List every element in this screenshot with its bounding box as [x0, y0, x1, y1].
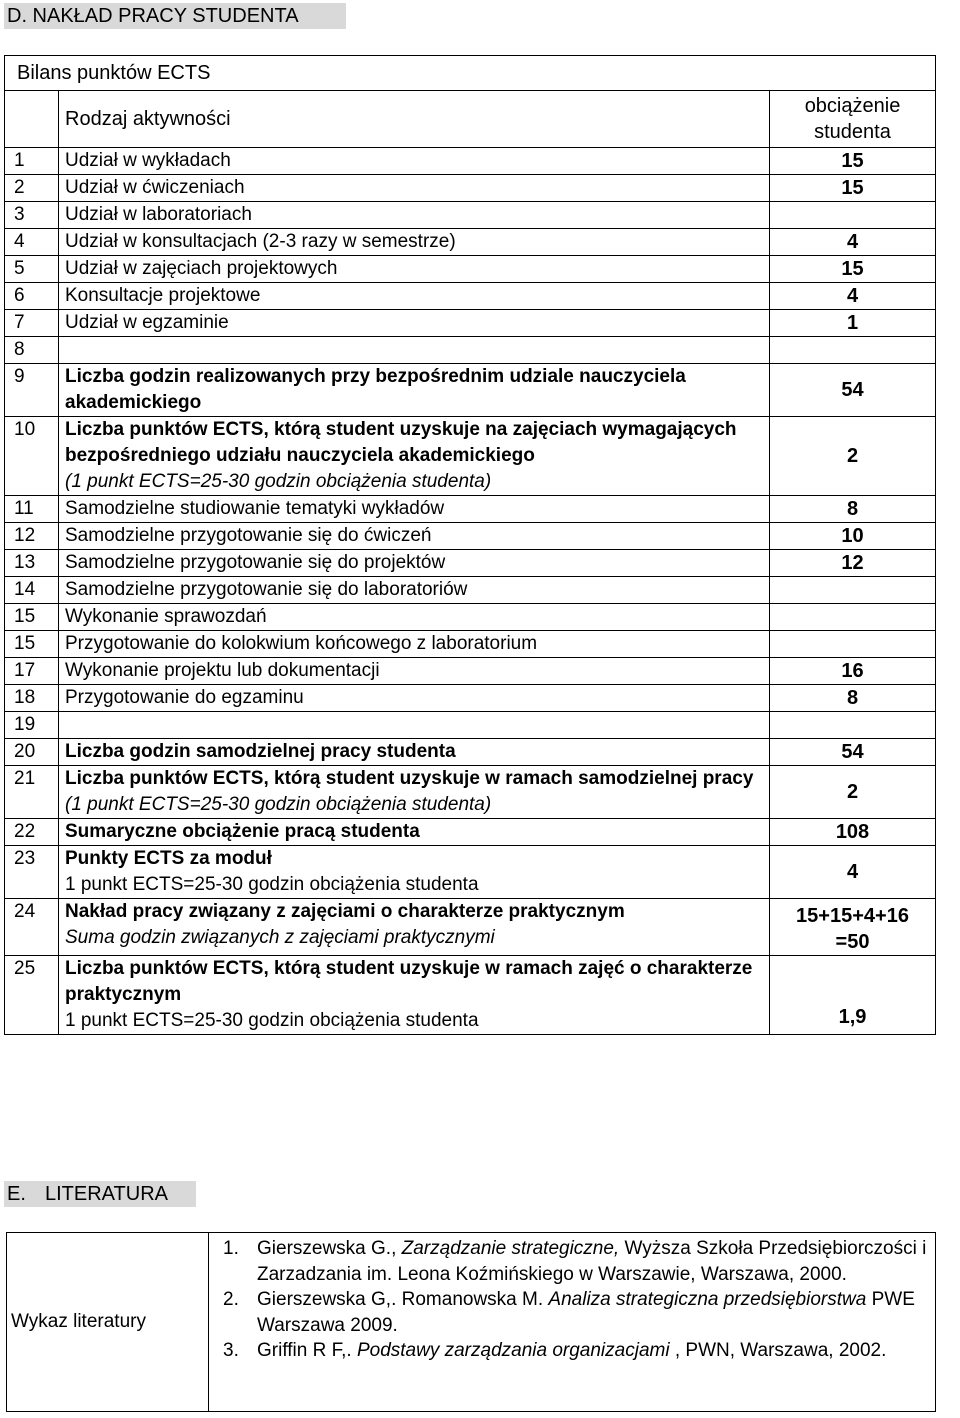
activity-text: Samodzielne przygotowanie się do laboratoriów	[65, 579, 468, 600]
row-value: 15	[770, 148, 936, 175]
activity-text: Nakład pracy związany z zajęciami o charakterze praktycznym	[65, 901, 625, 922]
row-number: 14	[5, 577, 59, 604]
activity-text: Liczba punktów ECTS, którą student uzyskuje w ramach samodzielnej pracy	[65, 768, 754, 789]
row-activity	[59, 956, 770, 1035]
row-activity	[59, 417, 770, 496]
table-row	[5, 846, 936, 899]
row-activity	[59, 766, 770, 819]
literature-author: Gierszewska G,. Romanowska M.	[257, 1289, 549, 1310]
table-row	[5, 310, 936, 337]
row-value: 108	[770, 819, 936, 846]
table-row	[5, 417, 936, 496]
table-row	[5, 256, 936, 283]
row-value: 15+15+4+16 =50	[770, 899, 936, 956]
row-value: 1,9	[770, 956, 936, 1035]
table-row	[5, 658, 936, 685]
activity-text: Samodzielne studiowanie tematyki wykładów	[65, 498, 445, 519]
table-row	[5, 496, 936, 523]
row-value: 4	[770, 846, 936, 899]
table-row	[5, 229, 936, 256]
row-value: 2	[770, 417, 936, 496]
row-activity	[59, 658, 770, 685]
row-value	[770, 577, 936, 604]
row-number: 19	[5, 712, 59, 739]
row-activity	[59, 283, 770, 310]
row-activity	[59, 550, 770, 577]
row-number: 21	[5, 766, 59, 819]
row-number: 5	[5, 256, 59, 283]
literature-item	[223, 1236, 929, 1287]
activity-text: Liczba punktów ECTS, którą student uzyskuje w ramach zajęć o charakterze praktycznym	[65, 958, 753, 1005]
table-row	[5, 631, 936, 658]
row-activity	[59, 819, 770, 846]
row-value: 4	[770, 283, 936, 310]
row-number: 17	[5, 658, 59, 685]
literature-details: , PWN, Warszawa, 2002.	[669, 1340, 887, 1361]
table-row	[5, 550, 936, 577]
table-row	[5, 712, 936, 739]
row-value	[770, 337, 936, 364]
section-d-title: D. NAKŁAD PRACY STUDENTA	[7, 5, 299, 27]
row-value: 15	[770, 175, 936, 202]
literature-title: Zarządzanie strategiczne,	[401, 1238, 620, 1259]
row-activity	[59, 712, 770, 739]
row-activity	[59, 685, 770, 712]
row-activity	[59, 310, 770, 337]
row-number: 11	[5, 496, 59, 523]
row-value: 8	[770, 496, 936, 523]
literature-title: Analiza strategiczna przedsiębiorstwa	[548, 1289, 867, 1310]
row-activity	[59, 604, 770, 631]
table-row	[5, 685, 936, 712]
table-row	[5, 364, 936, 417]
row-value	[770, 631, 936, 658]
row-number: 15	[5, 604, 59, 631]
table-row	[5, 175, 936, 202]
literature-label: Wykaz literatury	[7, 1233, 209, 1412]
activity-text: Samodzielne przygotowanie się do ćwiczeń	[65, 525, 432, 546]
row-number: 12	[5, 523, 59, 550]
activity-text: Udział w ćwiczeniach	[65, 177, 245, 198]
literature-author: Gierszewska G.,	[257, 1238, 402, 1259]
row-activity	[59, 364, 770, 417]
literature-list	[223, 1236, 929, 1364]
table-row	[5, 577, 936, 604]
table-row	[5, 956, 936, 1035]
table-row	[5, 148, 936, 175]
literature-item	[223, 1338, 929, 1364]
row-number: 1	[5, 148, 59, 175]
row-number: 10	[5, 417, 59, 496]
activity-text: Konsultacje projektowe	[65, 285, 261, 306]
row-value: 4	[770, 229, 936, 256]
row-number: 15	[5, 631, 59, 658]
activity-text: Liczba godzin realizowanych przy bezpośrednim udziale nauczyciela akademickiego	[65, 366, 686, 413]
row-activity	[59, 523, 770, 550]
table-row	[5, 523, 936, 550]
activity-note: 1 punkt ECTS=25-30 godzin obciążenia studenta	[65, 874, 479, 895]
row-value: 15	[770, 256, 936, 283]
activity-text: Udział w wykładach	[65, 150, 231, 171]
row-activity	[59, 256, 770, 283]
activity-text: Przygotowanie do kolokwium końcowego z laboratorium	[65, 633, 538, 654]
row-number: 25	[5, 956, 59, 1035]
row-activity	[59, 846, 770, 899]
table-row	[5, 604, 936, 631]
activity-text: Udział w egzaminie	[65, 312, 229, 333]
table-row	[5, 819, 936, 846]
row-number: 4	[5, 229, 59, 256]
activity-note: 1 punkt ECTS=25-30 godzin obciążenia studenta	[65, 1010, 479, 1031]
row-activity	[59, 631, 770, 658]
section-e-heading	[4, 1181, 196, 1207]
row-number: 24	[5, 899, 59, 956]
section-e-number: E.	[7, 1183, 26, 1205]
table-row	[5, 337, 936, 364]
row-activity	[59, 229, 770, 256]
activity-text: Przygotowanie do egzaminu	[65, 687, 304, 708]
header-activity: Rodzaj aktywności	[59, 91, 770, 148]
literature-item-number: 3.	[223, 1340, 239, 1361]
table-row	[5, 899, 936, 956]
row-value: 8	[770, 685, 936, 712]
row-activity	[59, 899, 770, 956]
row-activity	[59, 496, 770, 523]
row-value: 54	[770, 364, 936, 417]
table-row	[5, 766, 936, 819]
table-row	[5, 739, 936, 766]
literature-details: Wyższa Szkoła Przedsiębiorczości i Zarzadzania im. Leona Koźmińskiego w Warszawie, Warszawa, 2000.	[257, 1238, 927, 1285]
row-value	[770, 202, 936, 229]
row-value	[770, 712, 936, 739]
literature-list-cell	[209, 1233, 936, 1412]
activity-text: Wykonanie sprawozdań	[65, 606, 267, 627]
row-activity	[59, 577, 770, 604]
table-title: Bilans punktów ECTS	[5, 56, 936, 91]
row-value	[770, 604, 936, 631]
row-number: 13	[5, 550, 59, 577]
row-activity	[59, 337, 770, 364]
row-value: 12	[770, 550, 936, 577]
literature-author: Griffin R F,.	[257, 1340, 357, 1361]
row-number: 7	[5, 310, 59, 337]
row-number: 23	[5, 846, 59, 899]
literature-item-number: 2.	[223, 1289, 239, 1310]
row-activity	[59, 202, 770, 229]
row-activity	[59, 739, 770, 766]
table-header-row	[5, 91, 936, 148]
activity-text: Udział w konsultacjach (2-3 razy w semestrze)	[65, 231, 456, 252]
table-row	[5, 283, 936, 310]
section-d-heading	[4, 3, 346, 29]
row-number: 20	[5, 739, 59, 766]
table-row	[5, 202, 936, 229]
row-number: 22	[5, 819, 59, 846]
section-e-title: LITERATURA	[45, 1183, 168, 1205]
row-number: 3	[5, 202, 59, 229]
literature-item-number: 1.	[223, 1238, 239, 1259]
activity-note: (1 punkt ECTS=25-30 godzin obciążenia studenta)	[65, 794, 492, 815]
row-value: 54	[770, 739, 936, 766]
row-activity	[59, 175, 770, 202]
activity-note: (1 punkt ECTS=25-30 godzin obciążenia studenta)	[65, 471, 492, 492]
row-value: 2	[770, 766, 936, 819]
header-load: obciążenie studenta	[770, 91, 936, 148]
activity-text: Punkty ECTS za moduł	[65, 848, 272, 869]
activity-text: Sumaryczne obciążenie pracą studenta	[65, 821, 420, 842]
literature-item	[223, 1287, 929, 1338]
literature-table	[6, 1232, 936, 1412]
activity-text: Wykonanie projektu lub dokumentacji	[65, 660, 380, 681]
row-value: 10	[770, 523, 936, 550]
row-number: 18	[5, 685, 59, 712]
activity-note: Suma godzin związanych z zajęciami praktycznymi	[65, 927, 495, 948]
row-value: 16	[770, 658, 936, 685]
row-activity	[59, 148, 770, 175]
row-number: 9	[5, 364, 59, 417]
row-number: 6	[5, 283, 59, 310]
row-number: 8	[5, 337, 59, 364]
literature-details: PWE Warszawa 2009.	[257, 1289, 915, 1336]
activity-text: Liczba punktów ECTS, którą student uzyskuje na zajęciach wymagających bezpośredniego udziału nauczyciela akademickiego	[65, 419, 737, 466]
row-number: 2	[5, 175, 59, 202]
activity-text: Udział w zajęciach projektowych	[65, 258, 338, 279]
row-value: 1	[770, 310, 936, 337]
ects-balance-table	[4, 55, 936, 1035]
literature-title: Podstawy zarządzania organizacjami	[356, 1340, 670, 1361]
activity-text: Liczba godzin samodzielnej pracy studenta	[65, 741, 456, 762]
activity-text: Samodzielne przygotowanie się do projektów	[65, 552, 446, 573]
activity-text: Udział w laboratoriach	[65, 204, 252, 225]
